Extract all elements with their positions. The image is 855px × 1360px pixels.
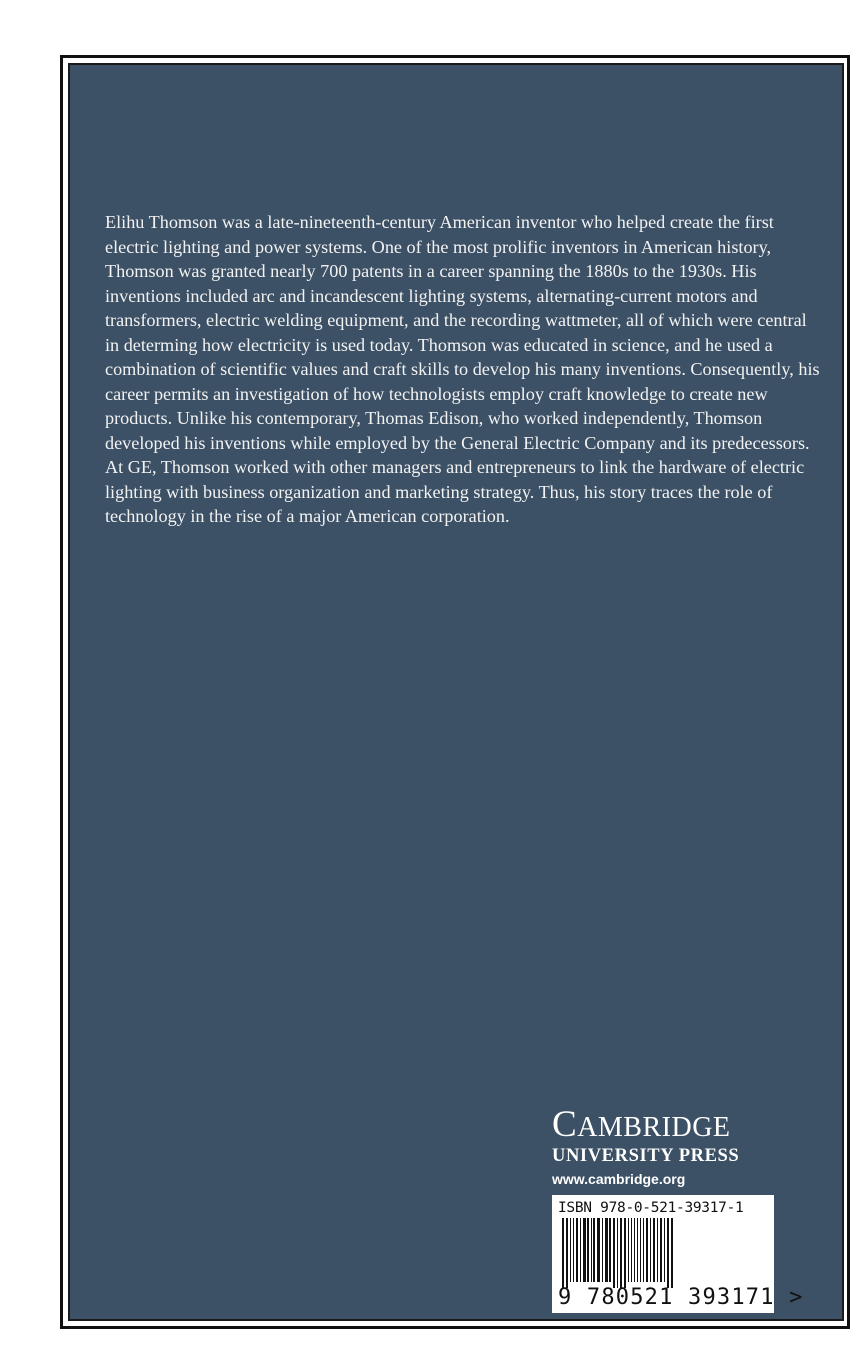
barcode-bar: [620, 1218, 622, 1288]
publisher-name: CAMBRIDGE: [552, 1104, 731, 1145]
barcode-bar: [650, 1218, 651, 1282]
barcode-bar: [566, 1218, 568, 1288]
barcode-bar: [609, 1218, 611, 1282]
barcode-bar: [613, 1218, 615, 1288]
barcode-bar: [664, 1218, 665, 1282]
publisher-url: www.cambridge.org: [552, 1171, 686, 1187]
publisher-logo: [552, 1104, 777, 1191]
barcode-bar: [587, 1218, 589, 1282]
barcode-bar: [671, 1218, 673, 1288]
isbn-digits: 9 780521 393171 >: [558, 1285, 804, 1310]
barcode-bar: [562, 1218, 564, 1288]
barcode-bar: [657, 1218, 658, 1282]
isbn-barcode: [552, 1195, 804, 1313]
barcode-bar: [583, 1218, 586, 1282]
barcode-bar: [667, 1218, 669, 1288]
barcode-bar: [617, 1218, 618, 1288]
barcode-bar: [634, 1218, 635, 1282]
barcode-bar: [570, 1218, 571, 1282]
barcode-bar: [628, 1218, 629, 1282]
barcode-bar: [640, 1218, 641, 1282]
barcode-bar: [573, 1218, 574, 1282]
barcode-bar: [602, 1218, 603, 1282]
barcode-bar: [576, 1218, 578, 1282]
book-blurb: Elihu Thomson was a late-nineteenth-century American inventor who helped create the first electric lighting and power systems. One of the most prolific inventors in American history, Thomson was granted nearly 700 patents in a career spanning the 1880s to the 1930s. His inventions included arc and incandescent lighting systems, alternating-current motors and transformers, electric welding equipment, and the recording wattmeter, all of which were central in determing how electricity is used today. Thomson was educated in science, and he used a combination of scientific values and craft skills to develop his many inventions. Consequently, his career permits an investigation of how technologists employ craft knowledge to create new products. Unlike his contemporary, Thomas Edison, who worked independently, Thomson developed his inventions while employed by the General Electric Company and its predecessors. At GE, Thomson worked with other managers and entrepreneurs to link the hardware of electric lighting with business organization and marketing strategy. Thus, his story traces the role of technology in the rise of a major American corporation.: [105, 212, 820, 526]
barcode-bar: [646, 1218, 648, 1282]
barcode-bar: [591, 1218, 592, 1282]
barcode-bar: [624, 1218, 626, 1288]
isbn-label: ISBN 978-0-521-39317-1: [558, 1200, 744, 1216]
barcode-bar: [580, 1218, 581, 1282]
barcode-bars: [558, 1218, 768, 1288]
barcode-bar: [637, 1218, 638, 1282]
publisher-subtitle: UNIVERSITY PRESS: [552, 1146, 740, 1166]
barcode-bar: [631, 1218, 632, 1282]
barcode-bar: [593, 1218, 595, 1282]
barcode-bar: [597, 1218, 600, 1282]
barcode-bar: [660, 1218, 662, 1282]
barcode-bar: [653, 1218, 655, 1282]
barcode-bar: [605, 1218, 608, 1282]
barcode-bar: [643, 1218, 644, 1282]
